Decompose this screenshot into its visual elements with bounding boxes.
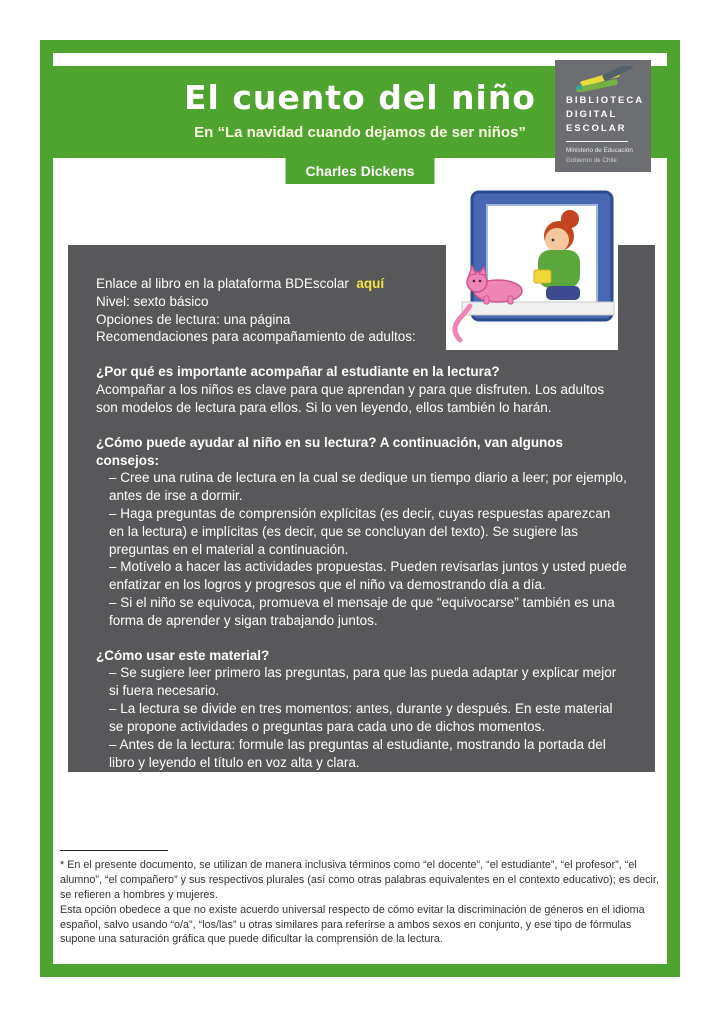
footnote-block	[60, 850, 662, 947]
bullet-item: – Motívelo a hacer las actividades propuestas. Pueden revisarlas juntos y usted puede enfatizar en los logros y progresos que el niño va demostrando día a día.	[109, 559, 627, 593]
bullet-item: – Haga preguntas de comprensión explícitas (es decir, cuyas respuestas aparezcan en la lectura) e implícitas (es decir, que se concluyan del texto). Se sugiere las preguntas en el material a continuación.	[109, 505, 611, 557]
bullet-item: – Si el niño se equivoca, promueva el mensaje de que “equivocarse” también es una forma de aprender y sigan trabajando juntos.	[109, 595, 615, 628]
logo-name-line3: ESCOLAR	[566, 122, 627, 134]
logo-name	[566, 94, 651, 135]
spacer	[96, 630, 627, 647]
bullet-item: – Se sugiere leer primero las preguntas, para que las pueda adaptar y explicar mejor si fuera necesario.	[109, 665, 617, 699]
bullet-item: – La lectura se divide en tres momentos: antes, durante y después. En este material se propone actividades o preguntas para cada uno de dichos momentos.	[109, 701, 613, 734]
footnote-text-1: * En el presente documento, se utilizan de manera inclusiva términos como “el docente”, “el estudiante”, “el profesor”, “el alumno”, “el compañero” y sus respectivos plurales (así como otras palabras equivalentes en el contexto educativo); es decir, se refieren a hombres y mujeres.	[60, 859, 659, 901]
logo-government: Gobierno de Chile	[566, 156, 617, 164]
logo-name-line2: DIGITAL	[566, 108, 618, 120]
bullet-item: – Cree una rutina de lectura en la cual se dedique un tiempo diario a leer; por ejemplo, antes de irse a dormir.	[109, 470, 627, 504]
footnote-text-2: Esta opción obedece a que no existe acuerdo universal respecto de cómo evitar la discriminación de géneros en el idioma español, salvo usando “o/a”, “los/las” u otras similares para referirse a ambos sexos en conjunto, y ese tipo de fórmulas supone una saturación gráfica que puede dificultar la comprensión de la lectura.	[60, 903, 645, 946]
author-label: Charles Dickens	[305, 163, 415, 179]
link-line	[96, 275, 461, 293]
question2-heading: ¿Cómo puede ayudar al niño en su lectura? A continuación, van algunos consejos:	[96, 434, 564, 468]
logo-box	[555, 60, 651, 172]
footnote-separator	[60, 850, 168, 851]
question1-body: Acompañar a los niños es clave para que aprendan y para que disfruten. Los adultos son modelos de lectura para ellos. Si lo ven leyendo, ellos también lo harán.	[96, 382, 605, 415]
intro-block	[96, 275, 461, 346]
link-prefix: Enlace al libro en la plataforma BDEscolar	[96, 276, 349, 291]
aqui-link[interactable]: aquí	[356, 276, 385, 291]
question3-heading: ¿Cómo usar este material?	[96, 647, 270, 663]
logo-divider	[566, 141, 628, 142]
question3-bullets	[96, 664, 627, 771]
child-window-drawing	[446, 190, 618, 350]
illustration-child-window	[446, 190, 618, 350]
pencils-icon	[572, 66, 638, 92]
page-title: El cuento del niño	[184, 78, 536, 117]
logo-ministry: Ministerio de Educación	[566, 147, 633, 155]
recommendations-line: Recomendaciones para acompañamiento de adultos:	[96, 329, 416, 345]
bullet-item: – Antes de la lectura: formule las preguntas al estudiante, mostrando la portada del libro y leyendo el título en voz alta y clara.	[109, 736, 606, 770]
spacer	[96, 417, 627, 434]
logo-name-line1: BIBLIOTECA	[566, 95, 645, 106]
author-box	[286, 158, 435, 184]
question2-bullets	[96, 469, 627, 629]
page-subtitle: En “La navidad cuando dejamos de ser niños”	[194, 124, 526, 141]
question1-heading: ¿Por qué es importante acompañar al estudiante en la lectura?	[96, 364, 500, 380]
level-line: Nivel: sexto básico	[96, 293, 209, 309]
options-line: Opciones de lectura: una página	[96, 311, 291, 327]
